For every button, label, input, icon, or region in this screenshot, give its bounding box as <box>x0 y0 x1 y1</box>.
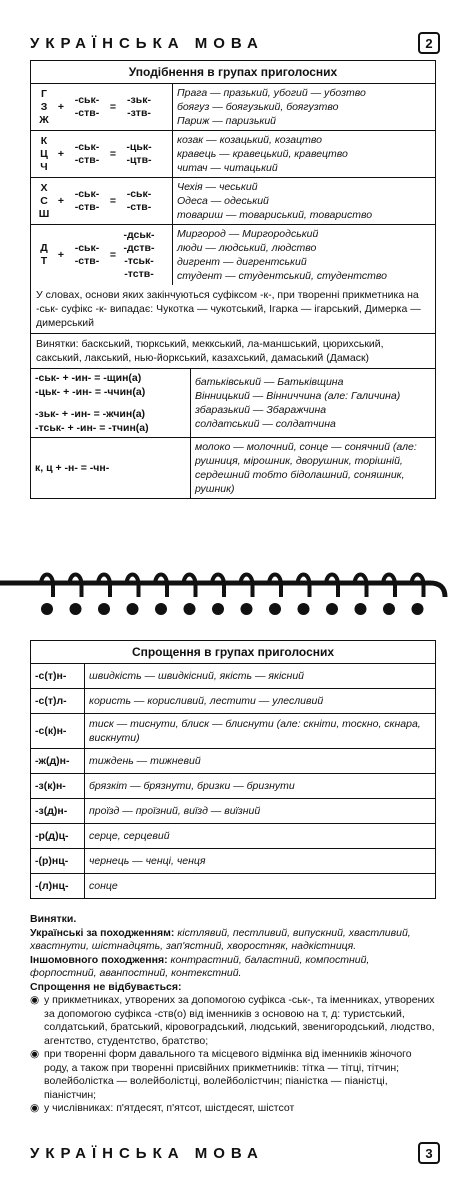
results-item: -дськ- <box>123 229 155 241</box>
foreign-origin-text: контрастний, баластний, компостний, форпостний, аванпостний, контекстний. <box>30 953 370 979</box>
results-item: -зьк- <box>127 94 151 106</box>
letters-item: Ш <box>38 207 50 220</box>
suffixes-item: -ств- <box>74 154 100 166</box>
equals-sign: = <box>109 101 117 113</box>
example: батьківський — Батьківщина <box>195 376 344 388</box>
simplification-row <box>31 874 435 898</box>
spiral-binding <box>0 567 454 633</box>
bullet-icon: ◉ <box>30 1102 40 1114</box>
bullet-item <box>30 1048 436 1102</box>
bullet-text: у числівниках: п'ятдесят, п'ятсот, шістдесят, шістсот <box>44 1102 295 1114</box>
suffixes <box>67 242 107 268</box>
kc-examples: молоко — молочний, сонце — сонячний (але: рушниця, мірошник, дворушник, торішній, сердешний тобто бідолашний, соняшник, рушник) <box>195 441 417 495</box>
suffixes <box>67 188 107 214</box>
examples-item: Прага — празький, убогий — убозтво <box>177 87 366 99</box>
simplification-examples: швидкість — швидкісний, якість — якісний <box>89 670 305 682</box>
top-header <box>30 30 440 56</box>
consonant-group: -с(т)л- <box>31 689 85 713</box>
simplification-row <box>31 824 435 849</box>
binding-hole <box>383 603 395 615</box>
examples-item: Одеса — одеський <box>177 195 269 207</box>
equals-sign: = <box>109 148 117 160</box>
examples <box>173 131 435 177</box>
suffixes-item: -ськ- <box>74 188 100 200</box>
simplification-row <box>31 689 435 714</box>
simplification-row <box>31 714 435 749</box>
plus-sign: + <box>57 249 65 261</box>
examples-item: козак — козацький, козацтво <box>177 134 322 146</box>
ukr-origin-text: кістлявий, пестливий, випускний, хвастливий, хвастнути, шістнадцять, зап'ястний, хворостняк, надкістниця. <box>30 926 411 952</box>
spiral-ring <box>127 575 139 598</box>
spiral-ring <box>241 575 253 598</box>
exceptions-title: Винятки. <box>30 913 77 925</box>
suffixes <box>67 94 107 120</box>
consonant-group: -з(к)н- <box>31 774 85 798</box>
binding-hole <box>412 603 424 615</box>
no-simplification-label: Спрощення не відбувається: <box>30 980 182 993</box>
page-title: УКРАЇНСЬКА МОВА <box>30 34 264 52</box>
consonant-group: -р(д)ц- <box>31 824 85 848</box>
results <box>119 188 159 214</box>
binding-hole <box>155 603 167 615</box>
spiral-ring <box>155 575 167 598</box>
simplification-examples: сонце <box>89 880 118 892</box>
example: Вінницький — Вінниччина (але: Галичина) <box>195 390 401 402</box>
simplification-row <box>31 849 435 874</box>
suffixes-item: -ськ- <box>74 242 100 254</box>
rule-formula <box>31 178 173 224</box>
simplification-examples: серце, серцевий <box>89 830 170 842</box>
spiral-ring <box>383 575 395 598</box>
page-number: 2 <box>418 32 440 54</box>
simplification-examples: проїзд — проїзний, виїзд — виїзний <box>89 805 261 817</box>
examples-item: студент — студентський, студентство <box>177 270 387 282</box>
simplification-examples: тиждень — тижневий <box>89 755 201 767</box>
spiral-ring <box>184 575 196 598</box>
suffix-examples <box>191 369 435 437</box>
letters-item: К <box>40 134 48 147</box>
examples-item: кравець — кравецький, кравецтво <box>177 148 348 160</box>
suffixes-item: -ськ- <box>74 94 100 106</box>
plus-sign: + <box>57 195 65 207</box>
results-item: -ств- <box>126 201 152 213</box>
assimilation-row <box>31 84 435 131</box>
bullet-icon: ◉ <box>30 994 40 1006</box>
consonant-group: -с(к)н- <box>31 714 85 748</box>
formula: -ськ- + -ин- = -щин(а) <box>35 372 142 384</box>
rule-formula <box>31 84 173 130</box>
formula: -зьк- + -ин- = -жчин(а) <box>35 408 146 420</box>
suffixes-item: -ств- <box>74 255 100 267</box>
assimilation-row <box>31 178 435 225</box>
foreign-origin <box>30 954 436 981</box>
suffixes-item: -ств- <box>74 201 100 213</box>
binding-hole <box>98 603 110 615</box>
consonant-group: -з(д)н- <box>31 799 85 823</box>
bullet-item <box>30 994 436 1048</box>
examples-item: Париж — паризький <box>177 115 277 127</box>
letters-item: Х <box>40 181 48 194</box>
binding-hole <box>326 603 338 615</box>
ukr-origin <box>30 927 436 954</box>
simplification-row <box>31 774 435 799</box>
binding-hole <box>241 603 253 615</box>
binding-hole <box>269 603 281 615</box>
equals-sign: = <box>109 195 117 207</box>
letters-item: Ч <box>40 160 48 173</box>
spiral-ring <box>41 575 53 598</box>
simplification-title: Спрощення в групах приголосних <box>31 641 435 664</box>
simplification-examples: тиск — тиснути, блиск — блиснути (але: скніти, тоскно, скнара, вискнути) <box>89 718 421 744</box>
bullet-text: у прикметниках, утворених за допомогою суфікса -ськ-, та іменниках, утворених за допомогою суфікса -ств(о) від іменників з основою на т, д: туристський, солдатський, братський, кіровоградський, людський, звенигородський, людство, агентство, студентство, братство; <box>44 994 435 1047</box>
consonant-group: -(л)нц- <box>31 874 85 898</box>
examples <box>173 178 435 224</box>
example: збаразький — Збаражчина <box>195 404 327 416</box>
assimilation-row <box>31 225 435 285</box>
assimilation-table <box>30 60 436 499</box>
examples <box>173 84 435 130</box>
bullet-text: при творенні форм давального та місцевого відмінка від іменників жіночого роду, а також при творенні присвійних прикметників: тітка — тітці, тітчин; волейболістка — волейболістці, волейболістчин; піаністка — піаністці, піаністчин; <box>44 1048 412 1101</box>
binding-hole <box>355 603 367 615</box>
rule-formula <box>31 225 173 285</box>
foreign-origin-label: Іншомовного походження: <box>30 953 168 966</box>
results-item: -цьк- <box>126 141 152 153</box>
example: солдатський — солдатчина <box>195 418 336 430</box>
binding-hole <box>298 603 310 615</box>
spiral-ring <box>298 575 310 598</box>
ukr-origin-label: Українські за походженням: <box>30 926 175 939</box>
spiral-ring <box>212 575 224 598</box>
examples <box>173 225 435 285</box>
letters-item: Г <box>41 87 47 100</box>
equals-sign: = <box>109 249 117 261</box>
spiral-ring <box>326 575 338 598</box>
simplification-examples: брязкіт — брязнути, бризки — бризнути <box>89 780 295 792</box>
consonant-group: -с(т)н- <box>31 664 85 688</box>
examples-item: читач — читацький <box>177 162 278 174</box>
spiral-ring <box>98 575 110 598</box>
letters <box>31 242 55 268</box>
simplification-row <box>31 749 435 774</box>
simplification-row <box>31 664 435 689</box>
letters-item: С <box>40 194 48 207</box>
examples-item: товариш — товариський, товариство <box>177 209 373 221</box>
binding-hole <box>127 603 139 615</box>
letters <box>31 88 55 127</box>
rule-formula <box>31 131 173 177</box>
examples-item: дигрент — дигрентський <box>177 256 307 268</box>
exceptions-section <box>30 913 436 1116</box>
letters-item: З <box>40 100 48 113</box>
examples-item: Чехія — чеський <box>177 181 258 193</box>
formula: -тськ- + -ин- = -тчин(а) <box>35 422 149 434</box>
consonant-group: -(р)нц- <box>31 849 85 873</box>
suffixes <box>67 141 107 167</box>
formula: -цьк- + -ин- = -ччин(а) <box>35 386 146 398</box>
plus-sign: + <box>57 101 65 113</box>
bullet-icon: ◉ <box>30 1048 40 1060</box>
assimilation-note: У словах, основи яких закінчуються суфіксом -к-, при творенні прикметника на -ськ- суфікс -к- випадає: Чукотка — чукотський, Ігарка — ігарський, Димерка — димерський <box>31 285 435 334</box>
letters-item: Ц <box>40 147 48 160</box>
simplification-table <box>30 640 436 899</box>
results-item: -дств- <box>123 242 155 254</box>
spiral-ring <box>269 575 281 598</box>
binding-hole <box>41 603 53 615</box>
results-item: -зтв- <box>127 107 151 119</box>
spiral-ring <box>70 575 82 598</box>
simplification-row <box>31 799 435 824</box>
bullet-item <box>30 1102 436 1116</box>
results <box>119 141 159 167</box>
bottom-header <box>30 1140 440 1166</box>
page-title-bottom: УКРАЇНСЬКА МОВА <box>30 1144 264 1162</box>
letters-item: Ж <box>39 113 49 126</box>
suffix-formulas <box>31 369 191 437</box>
binding-hole <box>212 603 224 615</box>
assimilation-title: Уподібнення в групах приголосних <box>31 61 435 84</box>
plus-sign: + <box>57 148 65 160</box>
spiral-ring <box>355 575 367 598</box>
simplification-examples: чернець — ченці, ченця <box>89 855 206 867</box>
examples-item: люди — людський, людство <box>177 242 317 254</box>
page-number-bottom: 3 <box>418 1142 440 1164</box>
results <box>119 94 159 120</box>
suffixes-item: -ств- <box>74 107 100 119</box>
results <box>119 229 159 281</box>
consonant-group: -ж(д)н- <box>31 749 85 773</box>
results-item: -цтв- <box>126 154 152 166</box>
examples-item: Миргород — Миргородський <box>177 228 319 240</box>
binding-hole <box>184 603 196 615</box>
letters <box>31 135 55 174</box>
letters <box>31 182 55 221</box>
spiral-ring <box>412 575 424 598</box>
simplification-examples: користь — корисливий, лестити — улесливий <box>89 695 324 707</box>
binding-hole <box>70 603 82 615</box>
results-item: -тськ- <box>124 255 154 267</box>
suffixes-item: -ськ- <box>74 141 100 153</box>
assimilation-exceptions: Винятки: баскський, тюркський, меккський, ла-маншський, цюрихський, сакський, лакський, нью-йоркський, казахський, дамаський (Дамаск) <box>31 334 435 369</box>
assimilation-row <box>31 131 435 178</box>
kc-formula: к, ц + -н- = -чн- <box>31 438 191 498</box>
results-item: -ськ- <box>126 188 152 200</box>
letters-item: Т <box>40 255 48 267</box>
examples-item: боягуз — боягузький, боягузтво <box>177 101 339 113</box>
letters-item: Д <box>40 242 48 254</box>
results-item: -тств- <box>124 268 154 280</box>
